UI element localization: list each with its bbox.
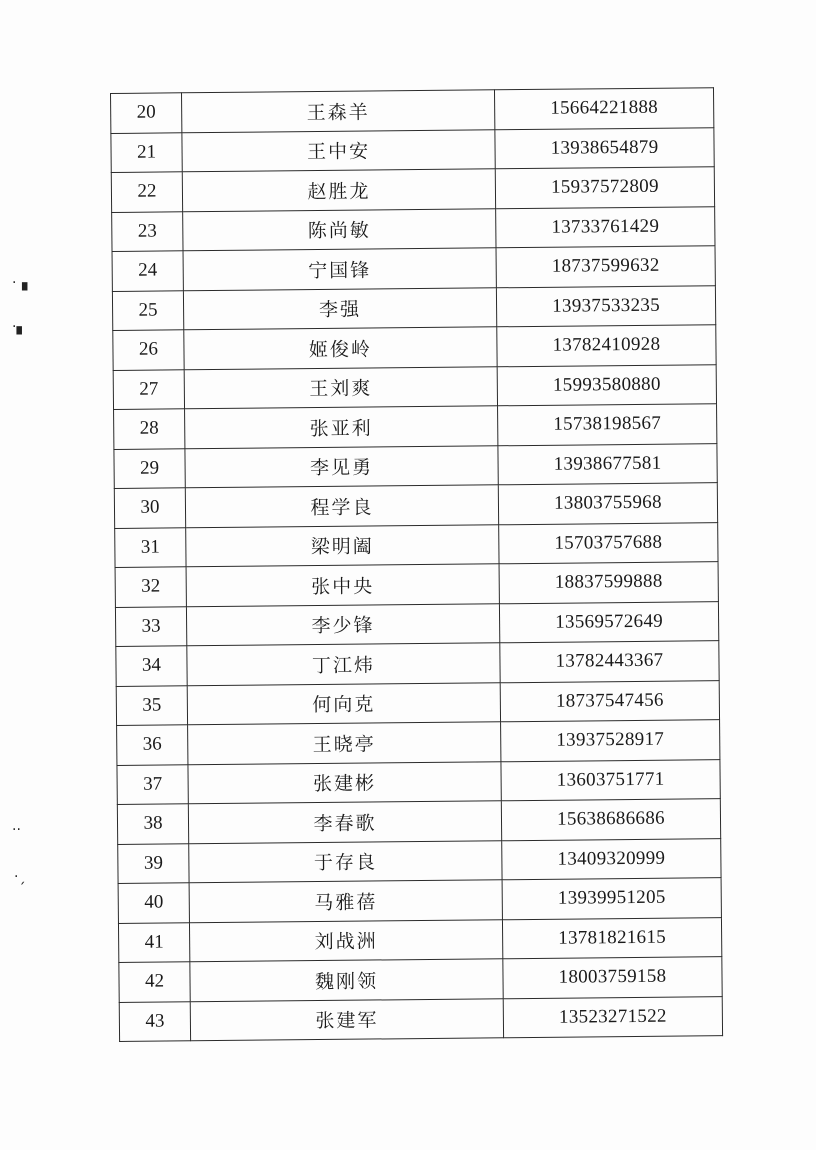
table-row <box>119 957 722 1002</box>
row-number-cell: 35 <box>116 685 187 725</box>
table-row <box>117 759 720 804</box>
row-number-cell: 29 <box>114 448 185 488</box>
table-row <box>118 878 721 923</box>
name-cell: 宁国锋 <box>183 248 496 291</box>
roster-table-body <box>111 88 723 1042</box>
table-row <box>113 364 716 409</box>
phone-cell: 18837599888 <box>499 562 718 604</box>
row-number-cell: 37 <box>117 764 188 804</box>
table-row <box>116 680 719 725</box>
roster-table-container <box>110 87 719 1042</box>
name-cell: 马雅蓓 <box>189 880 502 923</box>
phone-cell: 13803755968 <box>498 483 717 525</box>
name-cell: 张中央 <box>186 564 499 607</box>
row-number-cell: 34 <box>116 646 187 686</box>
phone-cell: 18737547456 <box>500 680 719 722</box>
name-cell: 李强 <box>183 287 496 330</box>
phone-cell: 13939951205 <box>502 878 721 920</box>
phone-cell: 13937528917 <box>501 720 720 762</box>
name-cell: 王晓亭 <box>188 722 501 765</box>
table-row <box>111 167 714 212</box>
row-number-cell: 24 <box>112 251 183 291</box>
table-row <box>113 325 716 370</box>
phone-cell: 18737599632 <box>496 246 715 288</box>
row-number-cell: 21 <box>111 132 182 172</box>
row-number-cell: 43 <box>119 1001 190 1041</box>
phone-cell: 13938654879 <box>495 127 714 169</box>
table-row <box>114 483 717 528</box>
name-cell: 姬俊岭 <box>184 327 497 370</box>
phone-cell: 18003759158 <box>503 957 722 999</box>
table-row <box>118 917 721 962</box>
table-row <box>111 127 714 172</box>
phone-cell: 15664221888 <box>494 88 713 130</box>
name-cell: 王森羊 <box>182 90 495 133</box>
table-row <box>115 601 718 646</box>
phone-cell: 13782410928 <box>497 325 716 367</box>
name-cell: 张亚利 <box>185 406 498 449</box>
name-cell: 王中安 <box>182 129 495 172</box>
phone-cell: 13569572649 <box>499 601 718 643</box>
name-cell: 李少锋 <box>186 603 499 646</box>
name-cell: 赵胜龙 <box>182 169 495 212</box>
row-number-cell: 28 <box>114 409 185 449</box>
binding-hole-mark: ·· <box>12 822 21 838</box>
table-row <box>115 562 718 607</box>
binding-hole-mark: ·ˏ <box>14 869 26 885</box>
phone-cell: 15738198567 <box>498 404 717 446</box>
name-cell: 梁明阖 <box>186 524 499 567</box>
table-row <box>117 799 720 844</box>
table-row <box>115 522 718 567</box>
table-row <box>112 206 715 251</box>
phone-cell: 13603751771 <box>501 759 720 801</box>
phone-cell: 13937533235 <box>496 285 715 327</box>
name-cell: 何向克 <box>187 682 500 725</box>
name-cell: 程学良 <box>185 485 498 528</box>
table-row <box>116 641 719 686</box>
row-number-cell: 22 <box>111 172 182 212</box>
phone-cell: 15993580880 <box>497 364 716 406</box>
table-row <box>114 443 717 488</box>
row-number-cell: 31 <box>115 527 186 567</box>
row-number-cell: 42 <box>119 962 190 1002</box>
name-cell: 张建军 <box>190 998 503 1041</box>
row-number-cell: 41 <box>118 922 189 962</box>
phone-cell: 13938677581 <box>498 443 717 485</box>
row-number-cell: 26 <box>113 330 184 370</box>
row-number-cell: 39 <box>118 843 189 883</box>
row-number-cell: 25 <box>112 290 183 330</box>
table-row <box>111 88 714 133</box>
phone-cell: 15937572809 <box>495 167 714 209</box>
binding-hole-mark: ·▖ <box>12 319 28 335</box>
table-row <box>114 404 717 449</box>
phone-cell: 13782443367 <box>500 641 719 683</box>
table-row <box>112 285 715 330</box>
name-cell: 陈尚敏 <box>183 208 496 251</box>
table-row <box>112 246 715 291</box>
name-cell: 李春歌 <box>188 801 501 844</box>
phone-cell: 15638686686 <box>501 799 720 841</box>
name-cell: 刘战洲 <box>189 919 502 962</box>
name-cell: 李见勇 <box>185 445 498 488</box>
name-cell: 张建彬 <box>188 761 501 804</box>
table-row <box>117 720 720 765</box>
binding-hole-mark: ·▗ <box>12 275 28 291</box>
row-number-cell: 30 <box>114 488 185 528</box>
name-cell: 王刘爽 <box>184 366 497 409</box>
table-row <box>119 996 722 1041</box>
roster-table <box>110 87 723 1042</box>
row-number-cell: 40 <box>118 883 189 923</box>
row-number-cell: 33 <box>115 606 186 646</box>
row-number-cell: 27 <box>113 369 184 409</box>
name-cell: 丁江炜 <box>187 643 500 686</box>
phone-cell: 15703757688 <box>499 522 718 564</box>
phone-cell: 13781821615 <box>502 917 721 959</box>
row-number-cell: 36 <box>117 725 188 765</box>
phone-cell: 13409320999 <box>502 838 721 880</box>
row-number-cell: 32 <box>115 567 186 607</box>
name-cell: 魏刚领 <box>190 959 503 1002</box>
table-row <box>118 838 721 883</box>
name-cell: 于存良 <box>189 840 502 883</box>
row-number-cell: 23 <box>112 211 183 251</box>
phone-cell: 13733761429 <box>496 206 715 248</box>
row-number-cell: 38 <box>117 804 188 844</box>
row-number-cell: 20 <box>111 93 182 133</box>
phone-cell: 13523271522 <box>503 996 722 1038</box>
